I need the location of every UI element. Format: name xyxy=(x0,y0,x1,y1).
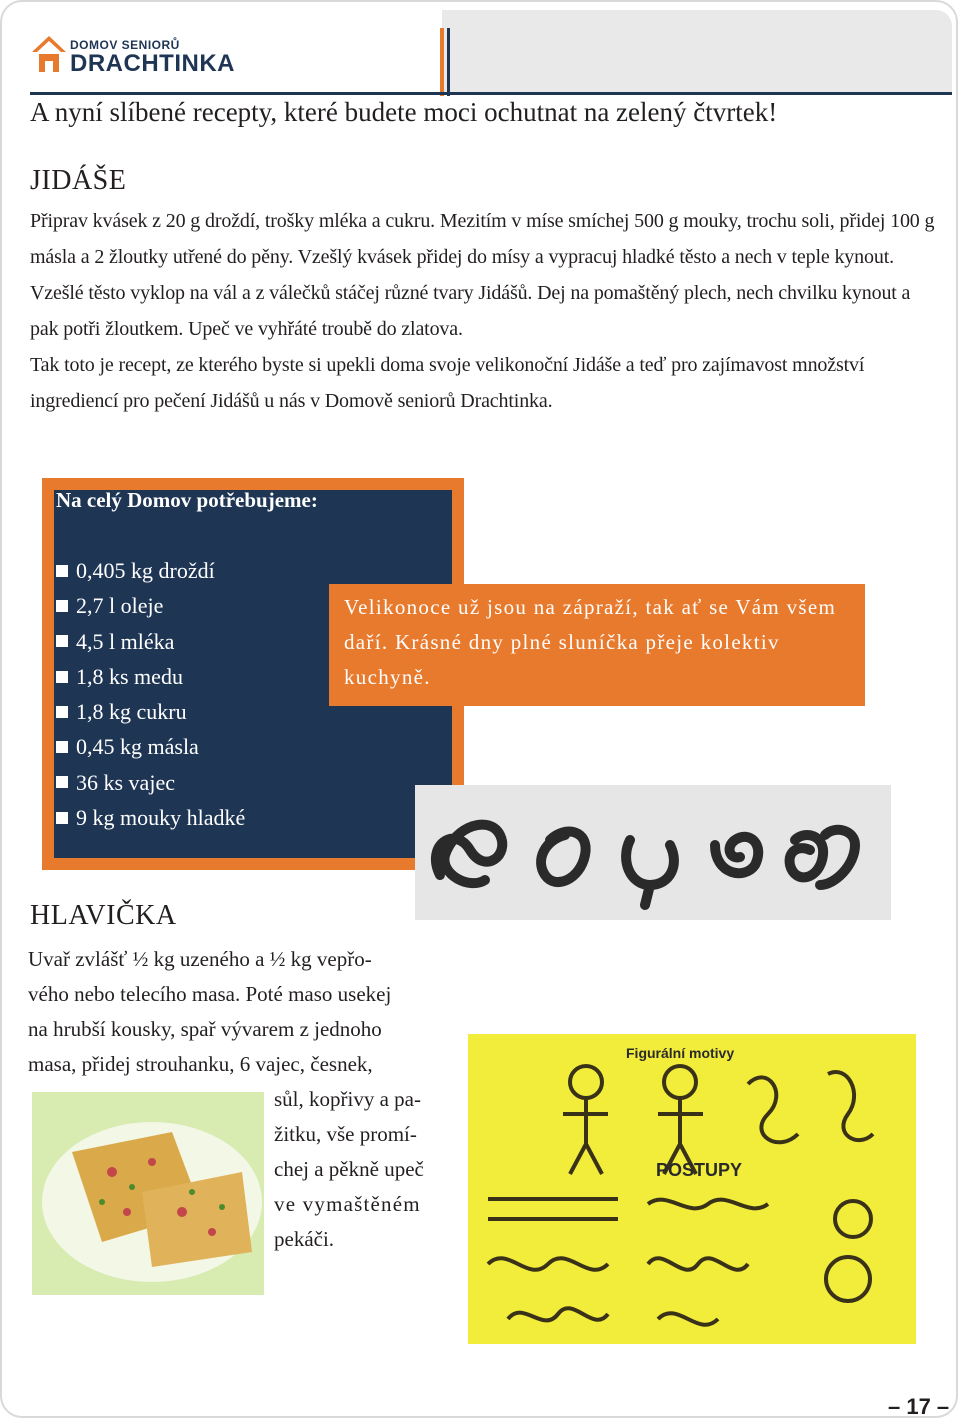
hlavicka-line: na hrubší kousky, spař vývarem z jednoho xyxy=(28,1017,382,1041)
hlavicka-line: žitku, vše promí- xyxy=(274,1122,417,1146)
bullet-icon xyxy=(56,600,68,612)
bullet-icon xyxy=(56,671,68,683)
list-item: 9 kg mouky hladké xyxy=(56,800,245,835)
greeting-text: Velikonoce už jsou na zápraží, tak ať se Vám všem daří. Krásné dny plné sluníčka přeje kolektiv kuchyně. xyxy=(344,595,837,689)
jidase-shapes-illustration xyxy=(415,785,891,920)
hlavicka-line: vého nebo telecího masa. Poté maso usekej xyxy=(28,982,392,1006)
figures-label: Figurální motivy xyxy=(626,1045,735,1061)
header-orange-bar xyxy=(440,28,444,96)
logo-title: DRACHTINKA xyxy=(70,50,235,77)
ingredients-title: Na celý Domov potřebujeme: xyxy=(56,488,318,512)
hlavicka-title: HLAVIČKA xyxy=(30,900,177,931)
list-item: 0,405 kg droždí xyxy=(56,553,245,588)
list-item: 0,45 kg másla xyxy=(56,729,245,764)
bullet-icon xyxy=(56,741,68,753)
bullet-icon xyxy=(56,635,68,647)
list-item: 1,8 ks medu xyxy=(56,659,245,694)
header-navy-bar xyxy=(447,28,450,96)
hlavicka-line: pekáči. xyxy=(274,1227,335,1251)
page-number: – 17 – xyxy=(888,1394,950,1419)
hlavicka-line: Uvař zvlášť ½ kg uzeného a ½ kg vepřo- xyxy=(28,947,372,971)
steps-label: POSTUPY xyxy=(656,1160,743,1180)
list-item: 4,5 l mléka xyxy=(56,624,245,659)
hlavicka-line: masa, přidej strouhanku, 6 vajec, česnek, xyxy=(28,1052,373,1076)
logo-subtitle: DOMOV SENIORŮ xyxy=(70,38,180,52)
jidase-paragraph-1: Připrav kvásek z 20 g droždí, trošky mléka a cukru. Mezitím v míse smíchej 500 g mouky, trochu soli, přidej 100 g másla a 2 žloutky utřené do pěny. Vzešlý kvásek přidej do mísy a vypracuj hladké těsto a nech v teple kynout. Vzešlé těsto vyklop na vál a z válečků stáčej různé tvary Jidášů. Dej na pomaštěný plech, nech chvilku kynout a pak potři žloutkem. Upeč ve vyhřáté troubě do zlatova. xyxy=(30,210,935,340)
list-item: 2,7 l oleje xyxy=(56,588,245,623)
bullet-icon xyxy=(56,706,68,718)
house-logo-icon xyxy=(30,34,68,76)
jidase-recipe xyxy=(30,203,938,419)
bullet-icon xyxy=(56,812,68,824)
bullet-icon xyxy=(56,776,68,788)
figural-motifs-illustration xyxy=(468,1034,916,1344)
intro-heading: A nyní slíbené recepty, které budete moci ochutnat na zelený čtvrtek! xyxy=(30,97,778,127)
bullet-icon xyxy=(56,565,68,577)
hlavicka-line: sůl, kopřivy a pa- xyxy=(274,1087,421,1111)
list-item: 36 ks vajec xyxy=(56,765,245,800)
ingredients-list xyxy=(56,553,245,835)
jidase-title: JIDÁŠE xyxy=(30,165,127,196)
list-item: 1,8 kg cukru xyxy=(56,694,245,729)
hlavicka-line: chej a pěkně upeč xyxy=(274,1157,424,1181)
hlavicka-line: ve vymaštěném xyxy=(274,1192,421,1216)
hlavicka-photo xyxy=(32,1092,264,1295)
jidase-paragraph-2: Tak toto je recept, ze kterého byste si upekli doma svoje velikonoční Jidáše a teď pro zajímavost množství ingrediencí pro pečení Jidášů u nás v Domově seniorů Drachtinka. xyxy=(30,354,865,412)
